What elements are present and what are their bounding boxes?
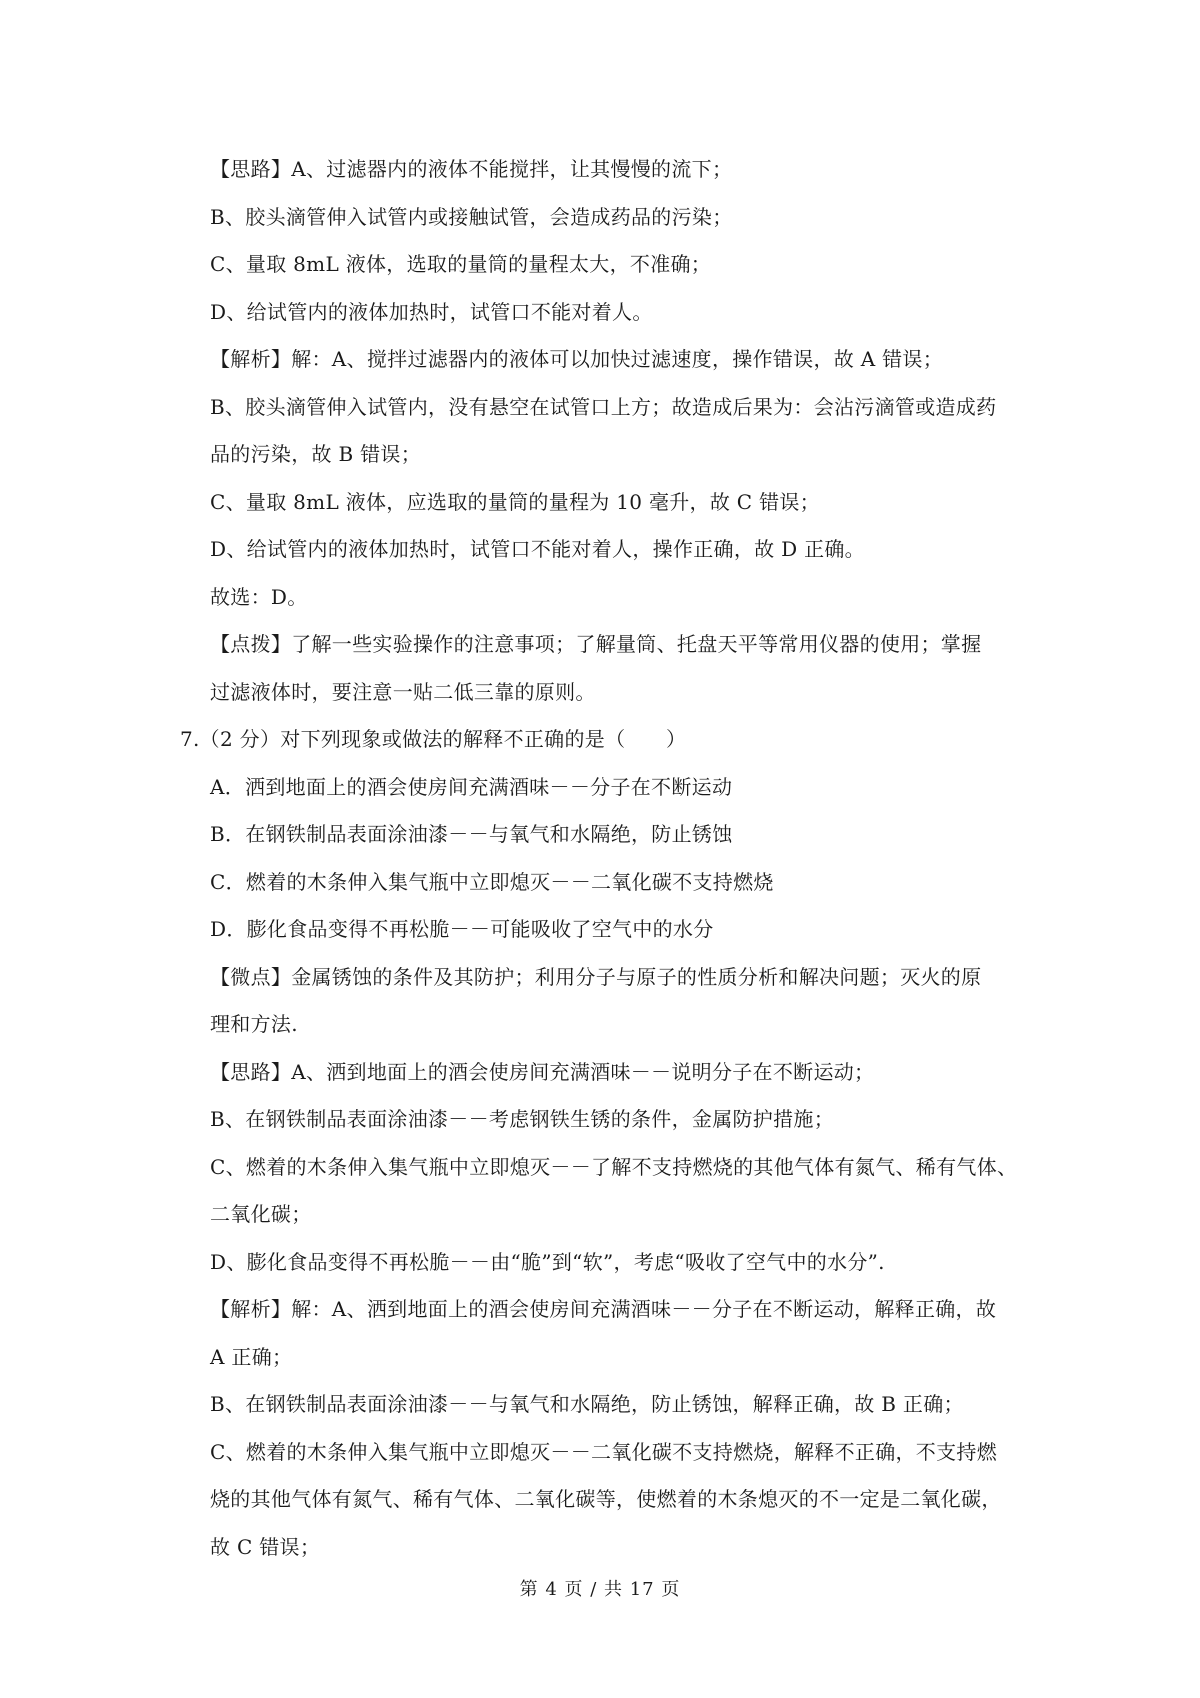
option-c: C．燃着的木条伸入集气瓶中立即熄灭－－二氧化碳不支持燃烧 xyxy=(210,870,774,894)
text-line: D、给试管内的液体加热时，试管口不能对着人，操作正确，故 D 正确。 xyxy=(210,537,865,561)
page-number-footer: 第 4 页 / 共 17 页 xyxy=(519,1579,681,1600)
text-line: 【思路】A、洒到地面上的酒会使房间充满酒味－－说明分子在不断运动； xyxy=(210,1060,875,1084)
text-line: 【思路】A、过滤器内的液体不能搅拌，让其慢慢的流下； xyxy=(210,157,733,181)
text-line: 过滤液体时，要注意一贴二低三靠的原则。 xyxy=(210,680,596,704)
text-line: B、胶头滴管伸入试管内或接触试管，会造成药品的污染； xyxy=(210,205,733,229)
text-line: 故 C 错误； xyxy=(210,1535,321,1559)
text-line: 故选：D。 xyxy=(210,585,308,609)
text-line: 【微点】金属锈蚀的条件及其防护；利用分子与原子的性质分析和解决问题；灭火的原 xyxy=(210,965,982,989)
text-line: D、膨化食品变得不再松脆－－由“脆”到“软”，考虑“吸收了空气中的水分”. xyxy=(210,1250,885,1274)
text-line: C、燃着的木条伸入集气瓶中立即熄灭－－二氧化碳不支持燃烧，解释不正确，不支持燃 xyxy=(210,1440,998,1464)
text-line: 【点拨】了解一些实验操作的注意事项；了解量筒、托盘天平等常用仪器的使用；掌握 xyxy=(210,632,982,656)
text-line: 二氧化碳； xyxy=(210,1202,312,1226)
text-line: 烧的其他气体有氮气、稀有气体、二氧化碳等，使燃着的木条熄灭的不一定是二氧化碳， xyxy=(210,1487,1002,1511)
text-line: D、给试管内的液体加热时，试管口不能对着人。 xyxy=(210,300,653,324)
text-line: C、量取 8mL 液体，应选取的量筒的量程为 10 毫升，故 C 错误； xyxy=(210,490,820,514)
option-b: B．在钢铁制品表面涂油漆－－与氧气和水隔绝，防止锈蚀 xyxy=(210,822,733,846)
text-line: B、在钢铁制品表面涂油漆－－与氧气和水隔绝，防止锈蚀，解释正确，故 B 正确； xyxy=(210,1392,964,1416)
text-line: 品的污染，故 B 错误； xyxy=(210,442,422,466)
question-title: 7.（2 分）对下列现象或做法的解释不正确的是（ ） xyxy=(180,727,687,751)
text-line: 【解析】解：A、洒到地面上的酒会使房间充满酒味－－分子在不断运动，解释正确，故 xyxy=(210,1297,997,1321)
text-line: B、在钢铁制品表面涂油漆－－考虑钢铁生锈的条件，金属防护措施； xyxy=(210,1107,834,1131)
text-line: B、胶头滴管伸入试管内，没有悬空在试管口上方；故造成后果为：会沾污滴管或造成药 xyxy=(210,395,997,419)
text-line: A 正确； xyxy=(210,1345,293,1369)
text-line: C、燃着的木条伸入集气瓶中立即熄灭－－了解不支持燃烧的其他气体有氮气、稀有气体、 xyxy=(210,1155,1018,1179)
text-line: 【解析】解：A、搅拌过滤器内的液体可以加快过滤速度，操作错误，故 A 错误； xyxy=(210,347,944,371)
option-a: A．洒到地面上的酒会使房间充满酒味－－分子在不断运动 xyxy=(210,775,733,799)
text-line: 理和方法. xyxy=(210,1012,298,1036)
option-d: D．膨化食品变得不再松脆－－可能吸收了空气中的水分 xyxy=(210,917,714,941)
text-line: C、量取 8mL 液体，选取的量筒的量程太大，不准确； xyxy=(210,252,712,276)
